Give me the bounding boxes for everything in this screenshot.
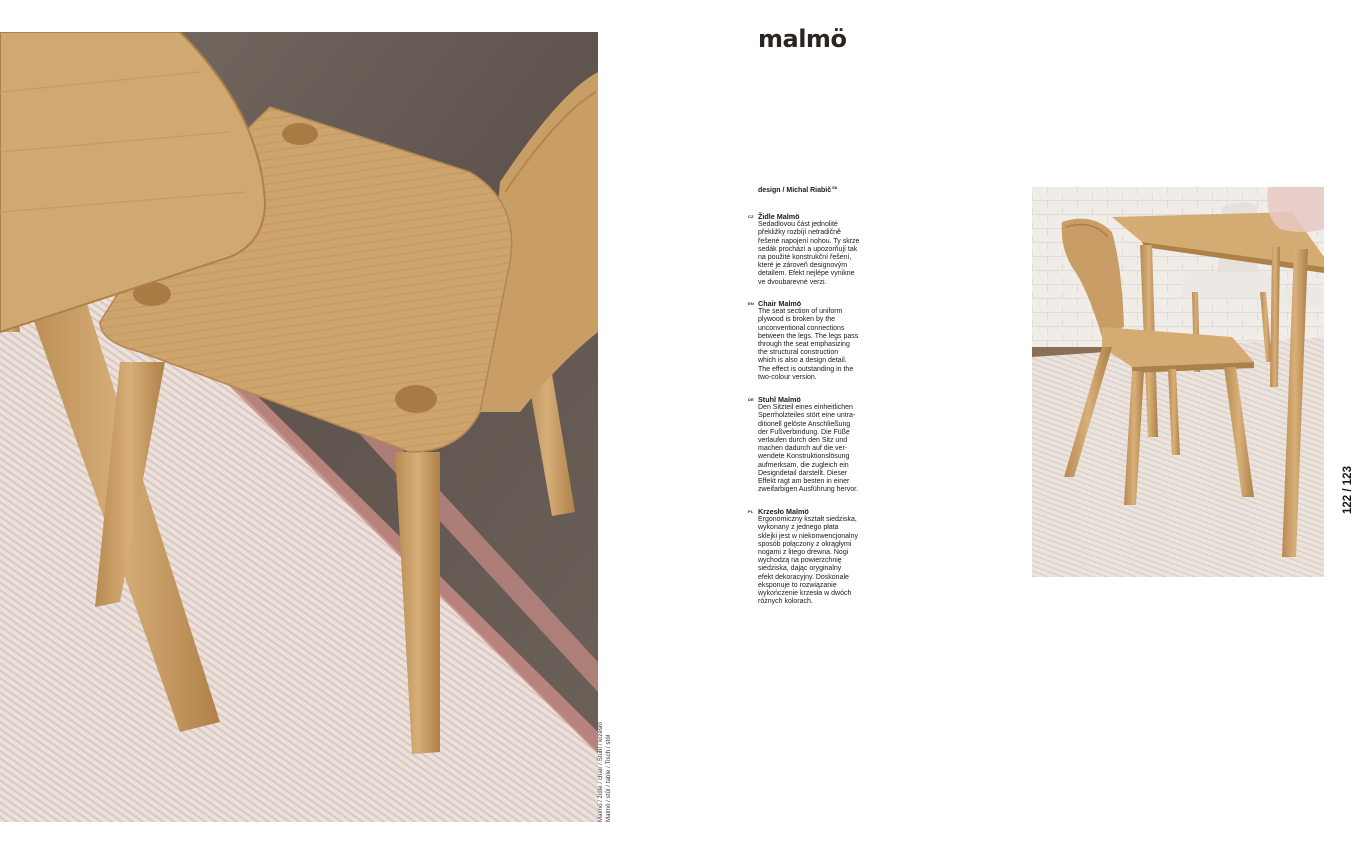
designer-label: design / Michal Riabič xyxy=(758,187,832,194)
lang-code-en: EN xyxy=(748,301,754,306)
description-en xyxy=(748,299,870,382)
dining-set-photo xyxy=(1032,187,1324,577)
description-title-pl: Krzesło Malmö xyxy=(758,507,809,516)
caption-table-line: Malmö / stůl / table / Tisch / stół xyxy=(605,734,612,822)
description-title-cz: Židle Malmö xyxy=(758,212,800,221)
photo-caption xyxy=(598,712,613,822)
description-body-pl: Ergonomiczny kształt siedziska, wykonany z jednego płata sklejki jest w niekonwencjonalny sposób połączony z okrągłymi nogami z litego drewna. Nogi wychodzą na powierzchnię siedziska, dając oryginalny efekt dekoracyjny. Doskonale eksponuje to rozwiązanie wykończenie krzesła w dwóch różnych kolorach. xyxy=(758,516,858,606)
designer-credit xyxy=(758,185,838,194)
lang-code-cz: CZ xyxy=(748,214,754,219)
description-pl xyxy=(748,507,870,606)
brand-logo: malmö xyxy=(758,25,847,53)
description-body-en: The seat section of uniform plywood is broken by the unconventional connections between the legs. The legs pass through the seat emphasizing the structural construction which is also a design detail. The effect is outstanding in the two-colour version. xyxy=(758,308,859,381)
lang-code-pl: PL xyxy=(748,509,754,514)
caption-chair-line: Malmö / židle / chair / Stuhl / krzesło xyxy=(598,722,604,822)
chair-and-table-photo-icon xyxy=(0,32,598,822)
designer-country: SK xyxy=(832,185,838,190)
description-de xyxy=(748,395,870,494)
page-numbers: 122 / 123 xyxy=(1342,466,1354,514)
dining-set-photo-icon xyxy=(1032,187,1324,577)
chair-table-photo xyxy=(0,32,598,822)
lang-code-de: DE xyxy=(748,397,754,402)
description-title-en: Chair Malmö xyxy=(758,299,802,308)
description-body-de: Den Sitzteil eines einheitlichen Sperrholzteiles stört eine untra- ditionell gelöste Anschließung der Fußverbindung. Die Füße verlaufen durch den Sitz und machen dadurch auf die ver- wendete Konstruktionslösung aufmerksam, die zugleich ein Designdetail darstellt. Dieser Effekt ragt am besten in einer zweifarbigen Ausführung hervor. xyxy=(758,404,859,494)
description-body-cz: Sedadlovou část jednolité překližky rozbíjí netradičně řešené napojení nohou. Ty skrze sedák prochází a upozorňují tak na použité konstrukční řešení, které je zároveň designovým detailem. Efekt nejlépe vynikne ve dvoubarevné verzi. xyxy=(758,221,860,286)
description-title-de: Stuhl Malmö xyxy=(758,395,801,404)
description-cz xyxy=(748,212,870,287)
